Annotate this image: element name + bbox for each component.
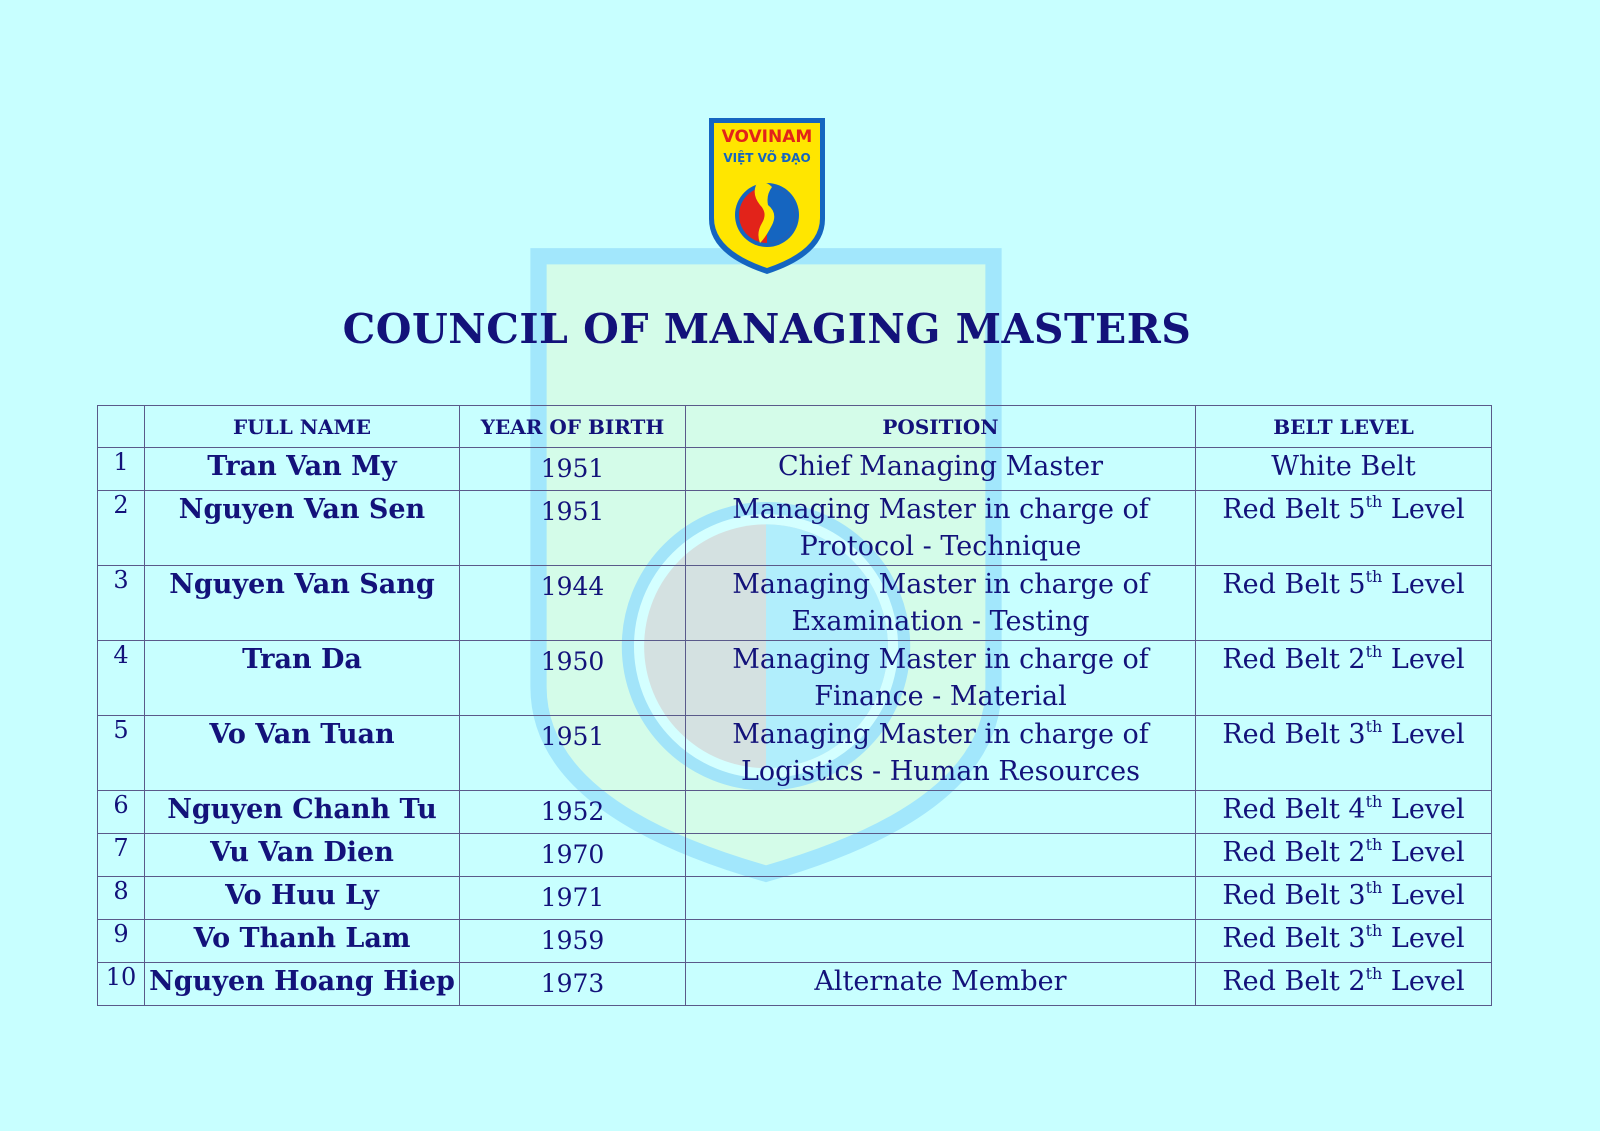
header-year-of-birth: YEAR OF BIRTH: [460, 406, 686, 448]
logo-text-top: VOVINAM: [721, 127, 813, 147]
belt-ordinal-suffix: th: [1365, 792, 1383, 811]
member-position: [686, 877, 1196, 920]
belt-ordinal-suffix: th: [1365, 717, 1383, 736]
member-name: Vu Van Dien: [145, 834, 460, 877]
belt-level: [1196, 566, 1492, 641]
belt-text: Red Belt: [1222, 966, 1349, 997]
belt-level: [1196, 716, 1492, 791]
belt-tail: Level: [1382, 880, 1465, 911]
belt-ordinal: 2: [1348, 966, 1366, 997]
member-name: Nguyen Van Sen: [145, 491, 460, 566]
birth-year: 1971: [460, 877, 686, 920]
belt-level: [1196, 834, 1492, 877]
page-title: COUNCIL OF MANAGING MASTERS: [342, 305, 1192, 353]
member-name: Nguyen Van Sang: [145, 566, 460, 641]
belt-ordinal-suffix: th: [1365, 921, 1383, 940]
belt-tail: Level: [1382, 494, 1465, 525]
belt-text: Red Belt: [1222, 837, 1349, 868]
belt-text: Red Belt: [1222, 794, 1349, 825]
belt-text: Red Belt: [1222, 923, 1349, 954]
birth-year: 1973: [460, 963, 686, 1006]
belt-ordinal: 5: [1348, 494, 1366, 525]
member-position: [686, 566, 1196, 641]
belt-tail: Level: [1382, 569, 1465, 600]
belt-level: [1196, 448, 1492, 491]
birth-year: 1970: [460, 834, 686, 877]
member-position: [686, 920, 1196, 963]
council-table: [97, 405, 1492, 1006]
table-row: [98, 641, 1492, 716]
member-name: Tran Van My: [145, 448, 460, 491]
header-number: [98, 406, 145, 448]
row-number: 10: [98, 963, 145, 1006]
belt-level: [1196, 963, 1492, 1006]
belt-level: [1196, 877, 1492, 920]
belt-ordinal: 2: [1348, 644, 1366, 675]
row-number: 9: [98, 920, 145, 963]
belt-level: [1196, 920, 1492, 963]
member-position: [686, 791, 1196, 834]
position-line-1: Managing Master in charge of: [732, 644, 1149, 675]
belt-text: White Belt: [1271, 451, 1416, 482]
row-number: 7: [98, 834, 145, 877]
member-name: Nguyen Chanh Tu: [145, 791, 460, 834]
position-line-2: Finance - Material: [814, 681, 1067, 712]
belt-ordinal-suffix: th: [1365, 878, 1383, 897]
table-row: [98, 491, 1492, 566]
row-number: 6: [98, 791, 145, 834]
row-number: 1: [98, 448, 145, 491]
belt-ordinal-suffix: th: [1365, 492, 1383, 511]
position-line-1: Managing Master in charge of: [732, 719, 1149, 750]
member-name: Vo Huu Ly: [145, 877, 460, 920]
position-line-1: Managing Master in charge of: [732, 494, 1149, 525]
member-name: Tran Da: [145, 641, 460, 716]
belt-ordinal-suffix: th: [1365, 964, 1383, 983]
belt-text: Red Belt: [1222, 719, 1349, 750]
member-position: [686, 716, 1196, 791]
position-line-1: Alternate Member: [814, 966, 1067, 997]
belt-ordinal: 3: [1348, 719, 1366, 750]
logo-text-bottom: VIỆT VÕ ĐẠO: [723, 151, 811, 165]
row-number: 3: [98, 566, 145, 641]
belt-text: Red Belt: [1222, 880, 1349, 911]
belt-tail: Level: [1382, 644, 1465, 675]
table-row: [98, 877, 1492, 920]
belt-tail: Level: [1382, 719, 1465, 750]
row-number: 5: [98, 716, 145, 791]
belt-text: Red Belt: [1222, 494, 1349, 525]
member-name: Vo Van Tuan: [145, 716, 460, 791]
belt-ordinal-suffix: th: [1365, 835, 1383, 854]
table-row: [98, 448, 1492, 491]
birth-year: 1951: [460, 448, 686, 491]
belt-ordinal: 2: [1348, 837, 1366, 868]
table-row: [98, 963, 1492, 1006]
position-line-2: Examination - Testing: [791, 606, 1090, 637]
belt-tail: Level: [1382, 966, 1465, 997]
member-position: [686, 491, 1196, 566]
belt-level: [1196, 491, 1492, 566]
birth-year: 1951: [460, 716, 686, 791]
row-number: 2: [98, 491, 145, 566]
birth-year: 1959: [460, 920, 686, 963]
member-position: [686, 834, 1196, 877]
belt-tail: Level: [1382, 923, 1465, 954]
belt-ordinal-suffix: th: [1365, 642, 1383, 661]
header-full-name: FULL NAME: [145, 406, 460, 448]
position-line-2: Protocol - Technique: [799, 531, 1082, 562]
row-number: 4: [98, 641, 145, 716]
belt-ordinal: 4: [1348, 794, 1366, 825]
position-line-2: Logistics - Human Resources: [741, 756, 1140, 787]
vovinam-logo: [706, 115, 828, 277]
member-name: Nguyen Hoang Hiep: [145, 963, 460, 1006]
table-header-row: [98, 406, 1492, 448]
belt-level: [1196, 791, 1492, 834]
belt-ordinal-suffix: th: [1365, 567, 1383, 586]
belt-tail: Level: [1382, 794, 1465, 825]
header-belt-level: BELT LEVEL: [1196, 406, 1492, 448]
table-row: [98, 920, 1492, 963]
birth-year: 1944: [460, 566, 686, 641]
header-position: POSITION: [686, 406, 1196, 448]
birth-year: 1951: [460, 491, 686, 566]
belt-level: [1196, 641, 1492, 716]
birth-year: 1952: [460, 791, 686, 834]
belt-text: Red Belt: [1222, 569, 1349, 600]
member-name: Vo Thanh Lam: [145, 920, 460, 963]
belt-ordinal: 3: [1348, 880, 1366, 911]
member-position: [686, 641, 1196, 716]
member-position: [686, 963, 1196, 1006]
member-position: [686, 448, 1196, 491]
position-line-1: Chief Managing Master: [778, 451, 1103, 482]
table-row: [98, 791, 1492, 834]
birth-year: 1950: [460, 641, 686, 716]
position-line-1: Managing Master in charge of: [732, 569, 1149, 600]
table-row: [98, 566, 1492, 641]
table-row: [98, 834, 1492, 877]
table-row: [98, 716, 1492, 791]
belt-tail: Level: [1382, 837, 1465, 868]
belt-ordinal: 5: [1348, 569, 1366, 600]
belt-ordinal: 3: [1348, 923, 1366, 954]
belt-text: Red Belt: [1222, 644, 1349, 675]
row-number: 8: [98, 877, 145, 920]
